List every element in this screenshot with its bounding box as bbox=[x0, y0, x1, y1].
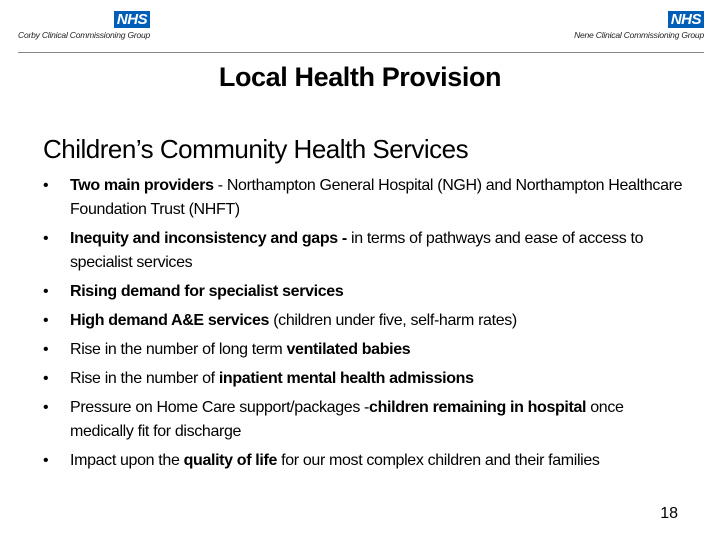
nhs-badge: NHS bbox=[668, 11, 704, 28]
bullet-text-bold: quality of life bbox=[183, 452, 278, 469]
bullet-text: - Northampton General Hospital (NGH) and Northampton Healthcare Foundation Trust (NHFT) bbox=[70, 177, 683, 218]
bullet-text: once medically fit for discharge bbox=[70, 399, 624, 440]
bullet-text: for our most complex children and their families bbox=[277, 452, 600, 469]
bullet-text: Impact upon the bbox=[70, 452, 184, 469]
nene-ccg-logo bbox=[574, 11, 704, 40]
bullet-text-bold: Rising demand for specialist services bbox=[70, 283, 344, 300]
bullet-dot-icon: • bbox=[43, 312, 49, 329]
bullet-item bbox=[43, 280, 683, 304]
bullet-item bbox=[43, 449, 683, 473]
bullet-item bbox=[43, 309, 683, 333]
bullet-dot-icon: • bbox=[43, 230, 49, 247]
bullet-text: Rise in the number of bbox=[70, 370, 219, 387]
bullet-dot-icon: • bbox=[43, 370, 49, 387]
bullet-item bbox=[43, 338, 683, 362]
bullet-text-bold: Two main providers bbox=[70, 177, 218, 194]
bullet-text: in terms of pathways and ease of access to specialist services bbox=[70, 230, 644, 271]
bullet-dot-icon: • bbox=[43, 283, 49, 300]
slide-subtitle: Children’s Community Health Services bbox=[43, 134, 469, 164]
bullet-text: (children under five, self-harm rates) bbox=[273, 312, 517, 329]
corby-ccg-name: Corby Clinical Commissioning Group bbox=[18, 30, 151, 40]
bullet-item bbox=[43, 174, 683, 222]
nhs-badge: NHS bbox=[114, 11, 150, 28]
bullet-item bbox=[43, 367, 683, 391]
bullet-dot-icon: • bbox=[43, 341, 49, 358]
bullet-text-bold: ventilated babies bbox=[286, 341, 411, 358]
bullet-text-bold: children remaining in hospital bbox=[369, 399, 587, 416]
corby-ccg-logo bbox=[18, 11, 150, 40]
nene-ccg-name: Nene Clinical Commissioning Group bbox=[574, 30, 704, 40]
bullet-text-bold: inpatient mental health admissions bbox=[218, 370, 474, 387]
slide-title: Local Health Provision bbox=[218, 62, 502, 92]
page-number: 18 bbox=[660, 505, 678, 522]
bullet-text-bold: High demand A&E services bbox=[70, 312, 274, 329]
bullet-dot-icon: • bbox=[43, 399, 49, 416]
bullet-text-bold: Inequity and inconsistency and gaps - bbox=[70, 230, 351, 247]
bullet-text: Pressure on Home Care support/packages - bbox=[70, 399, 370, 416]
bullet-text: Rise in the number of long term bbox=[70, 341, 287, 358]
header-divider bbox=[18, 52, 704, 53]
bullet-dot-icon: • bbox=[43, 452, 49, 469]
bullet-item bbox=[43, 396, 683, 444]
bullet-dot-icon: • bbox=[43, 177, 49, 194]
bullet-list bbox=[43, 174, 683, 478]
bullet-item bbox=[43, 227, 683, 275]
